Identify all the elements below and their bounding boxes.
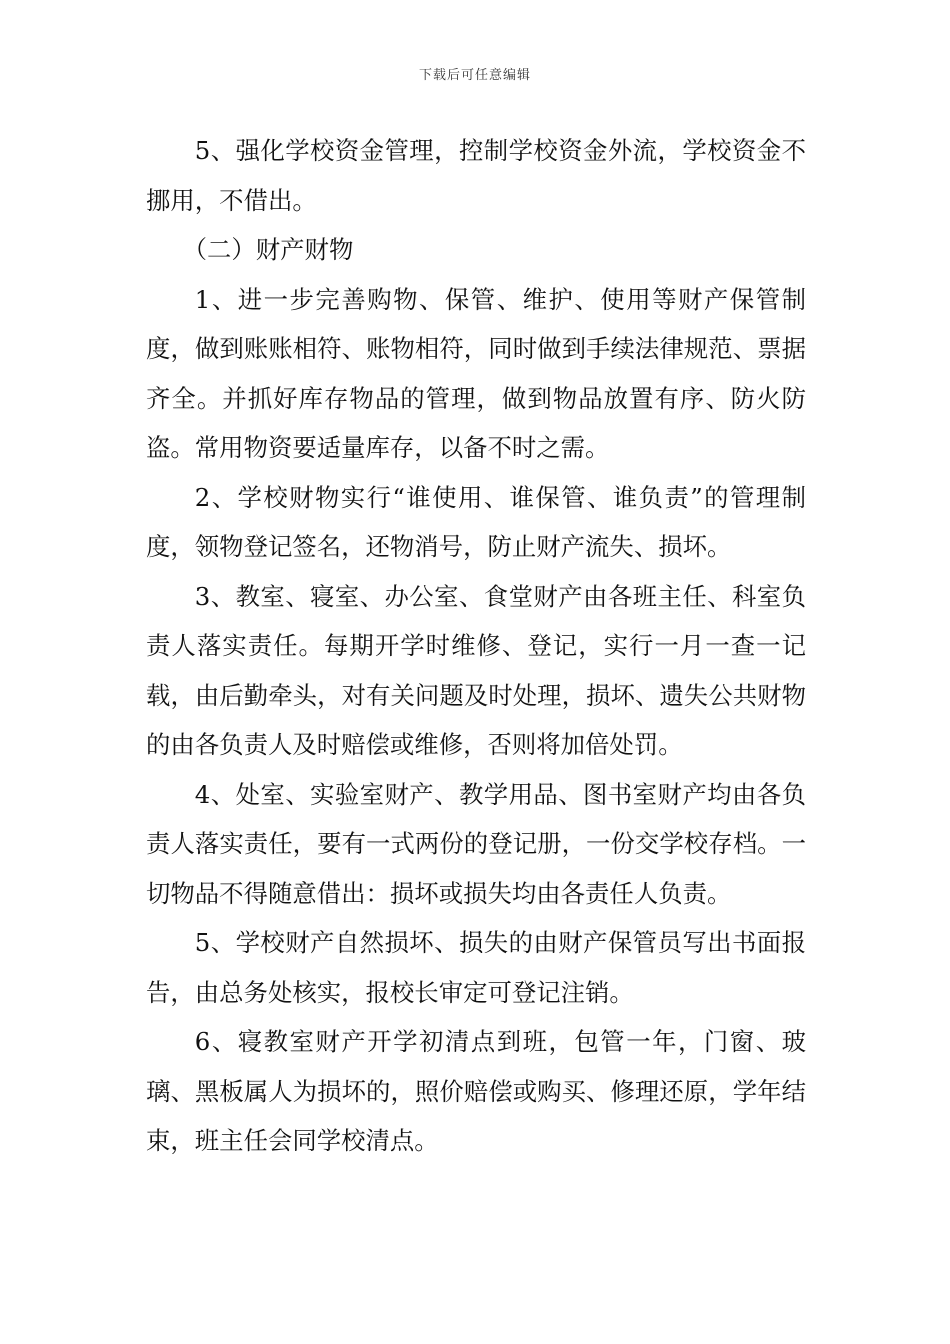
paragraph-property-item-4: 4、处室、实验室财产、教学用品、图书室财产均由各负责人落实责任，要有一式两份的登记册，一份交学校存档。一切物品不得随意借出：损坏或损失均由各责任人负责。 xyxy=(146,779,806,908)
section-heading-property: （二）财产财物 xyxy=(182,235,354,264)
paragraph-property-item-3: 3、教室、寝室、办公室、食堂财产由各班主任、科室负责人落实责任。每期开学时维修、登记，实行一月一查一记载，由后勤牵头，对有关问题及时处理，损坏、遗失公共财物的由各负责人及时赔偿或维修，否则将加倍处罚。 xyxy=(146,581,806,759)
paragraph-property-item-1: 1、进一步完善购物、保管、维护、使用等财产保管制度，做到账账相符、账物相符，同时做到手续法律规范、票据齐全。并抓好库存物品的管理，做到物品放置有序、防火防盗。常用物资要适量库存，以备不时之需。 xyxy=(146,284,806,462)
paragraph-property-item-2: 2、学校财物实行“谁使用、谁保管、谁负责”的管理制度，领物登记签名，还物消号，防止财产流失、损坏。 xyxy=(146,482,806,561)
paragraph-property-item-6: 6、寝教室财产开学初清点到班，包管一年，门窗、玻璃、黑板属人为损坏的，照价赔偿或购买、修理还原，学年结束，班主任会同学校清点。 xyxy=(146,1027,806,1155)
paragraph-property-item-5: 5、学校财产自然损坏、损失的由财产保管员写出书面报告，由总务处核实，报校长审定可登记注销。 xyxy=(146,928,806,1007)
paragraph-finance-item-5: 5、强化学校资金管理，控制学校资金外流，学校资金不挪用，不借出。 xyxy=(146,136,806,215)
page-header-note: 下载后可任意编辑 xyxy=(418,68,531,83)
document-body xyxy=(146,126,806,1166)
